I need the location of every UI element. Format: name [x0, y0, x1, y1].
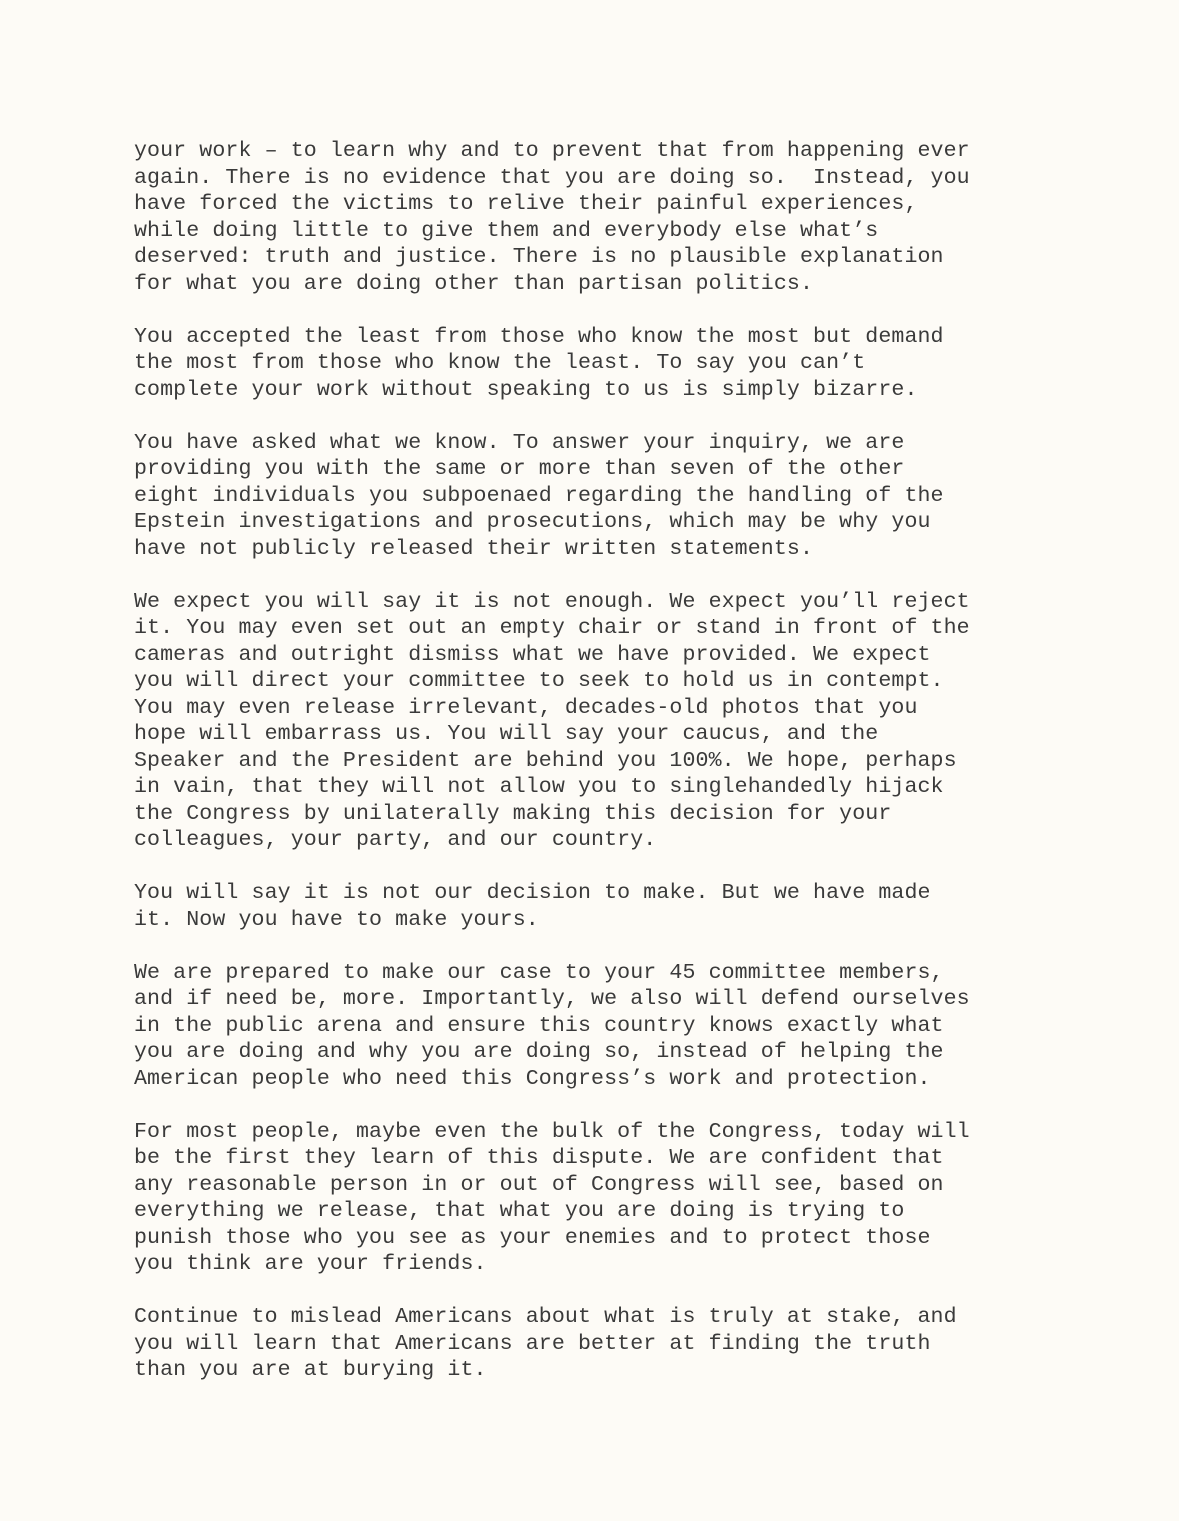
text-line: We are prepared to make our case to your 45 committee members,: [134, 960, 944, 985]
text-line: For most people, maybe even the bulk of the Congress, today will: [134, 1119, 970, 1144]
text-line: complete your work without speaking to us is simply bizarre.: [134, 377, 918, 402]
text-line: any reasonable person in or out of Congress will see, based on: [134, 1172, 944, 1197]
text-line: have not publicly released their written statements.: [134, 536, 814, 561]
paragraph-8: [134, 1304, 1144, 1384]
text-line: Speaker and the President are behind you 100%. We hope, perhaps: [134, 748, 957, 773]
text-line: the Congress by unilaterally making this decision for your: [134, 801, 892, 826]
text-line: hope will embarrass us. You will say your caucus, and the: [134, 722, 879, 746]
text-line: it. You may even set out an empty chair or stand in front of the: [134, 616, 970, 640]
text-line: We expect you will say it is not enough. We expect you’ll reject: [134, 589, 970, 614]
text-line: for what you are doing other than partisan politics.: [134, 271, 814, 296]
paragraph-4: [134, 589, 1144, 854]
text-line: again. There is no evidence that you are doing so. Instead, you: [134, 165, 970, 190]
text-line: colleagues, your party, and our country.: [134, 828, 657, 852]
text-line: you will learn that Americans are better at finding the truth: [134, 1331, 931, 1356]
letter-body: [134, 138, 1144, 1410]
paragraph-1: [134, 138, 1144, 297]
text-line: be the first they learn of this dispute. We are confident that: [134, 1146, 944, 1170]
text-line: punish those who you see as your enemies and to protect those: [134, 1225, 931, 1250]
text-line: in the public arena and ensure this country knows exactly what: [134, 1013, 944, 1038]
text-line: you are doing and why you are doing so, instead of helping the: [134, 1040, 944, 1064]
text-line: and if need be, more. Importantly, we also will defend ourselves: [134, 987, 970, 1011]
paragraph-6: [134, 960, 1144, 1093]
text-line: You accepted the least from those who know the most but demand: [134, 324, 944, 349]
text-line: You have asked what we know. To answer your inquiry, we are: [134, 430, 905, 455]
text-line: You may even release irrelevant, decades-old photos that you: [134, 695, 918, 720]
paragraph-2: [134, 324, 1144, 404]
text-line: your work – to learn why and to prevent that from happening ever: [134, 139, 970, 163]
text-line: everything we release, that what you are doing is trying to: [134, 1199, 905, 1223]
text-line: the most from those who know the least. To say you can’t: [134, 351, 866, 375]
text-line: in vain, that they will not allow you to singlehandedly hijack: [134, 775, 944, 799]
text-line: Continue to mislead Americans about what is truly at stake, and: [134, 1305, 957, 1329]
text-line: Epstein investigations and prosecutions, which may be why you: [134, 510, 931, 534]
text-line: than you are at burying it.: [134, 1358, 487, 1382]
text-line: You will say it is not our decision to make. But we have made: [134, 881, 931, 905]
text-line: have forced the victims to relive their painful experiences,: [134, 192, 918, 216]
text-line: eight individuals you subpoenaed regarding the handling of the: [134, 483, 944, 508]
paragraph-5: [134, 880, 1144, 933]
text-line: American people who need this Congress’s work and protection.: [134, 1066, 931, 1091]
paragraph-7: [134, 1119, 1144, 1278]
text-line: while doing little to give them and everybody else what’s: [134, 218, 879, 243]
text-line: cameras and outright dismiss what we have provided. We expect: [134, 642, 931, 667]
text-line: providing you with the same or more than seven of the other: [134, 457, 905, 481]
text-line: it. Now you have to make yours.: [134, 907, 539, 932]
text-line: you will direct your committee to seek to hold us in contempt.: [134, 669, 944, 693]
text-line: deserved: truth and justice. There is no plausible explanation: [134, 245, 944, 269]
text-line: you think are your friends.: [134, 1252, 487, 1276]
paragraph-3: [134, 430, 1144, 563]
